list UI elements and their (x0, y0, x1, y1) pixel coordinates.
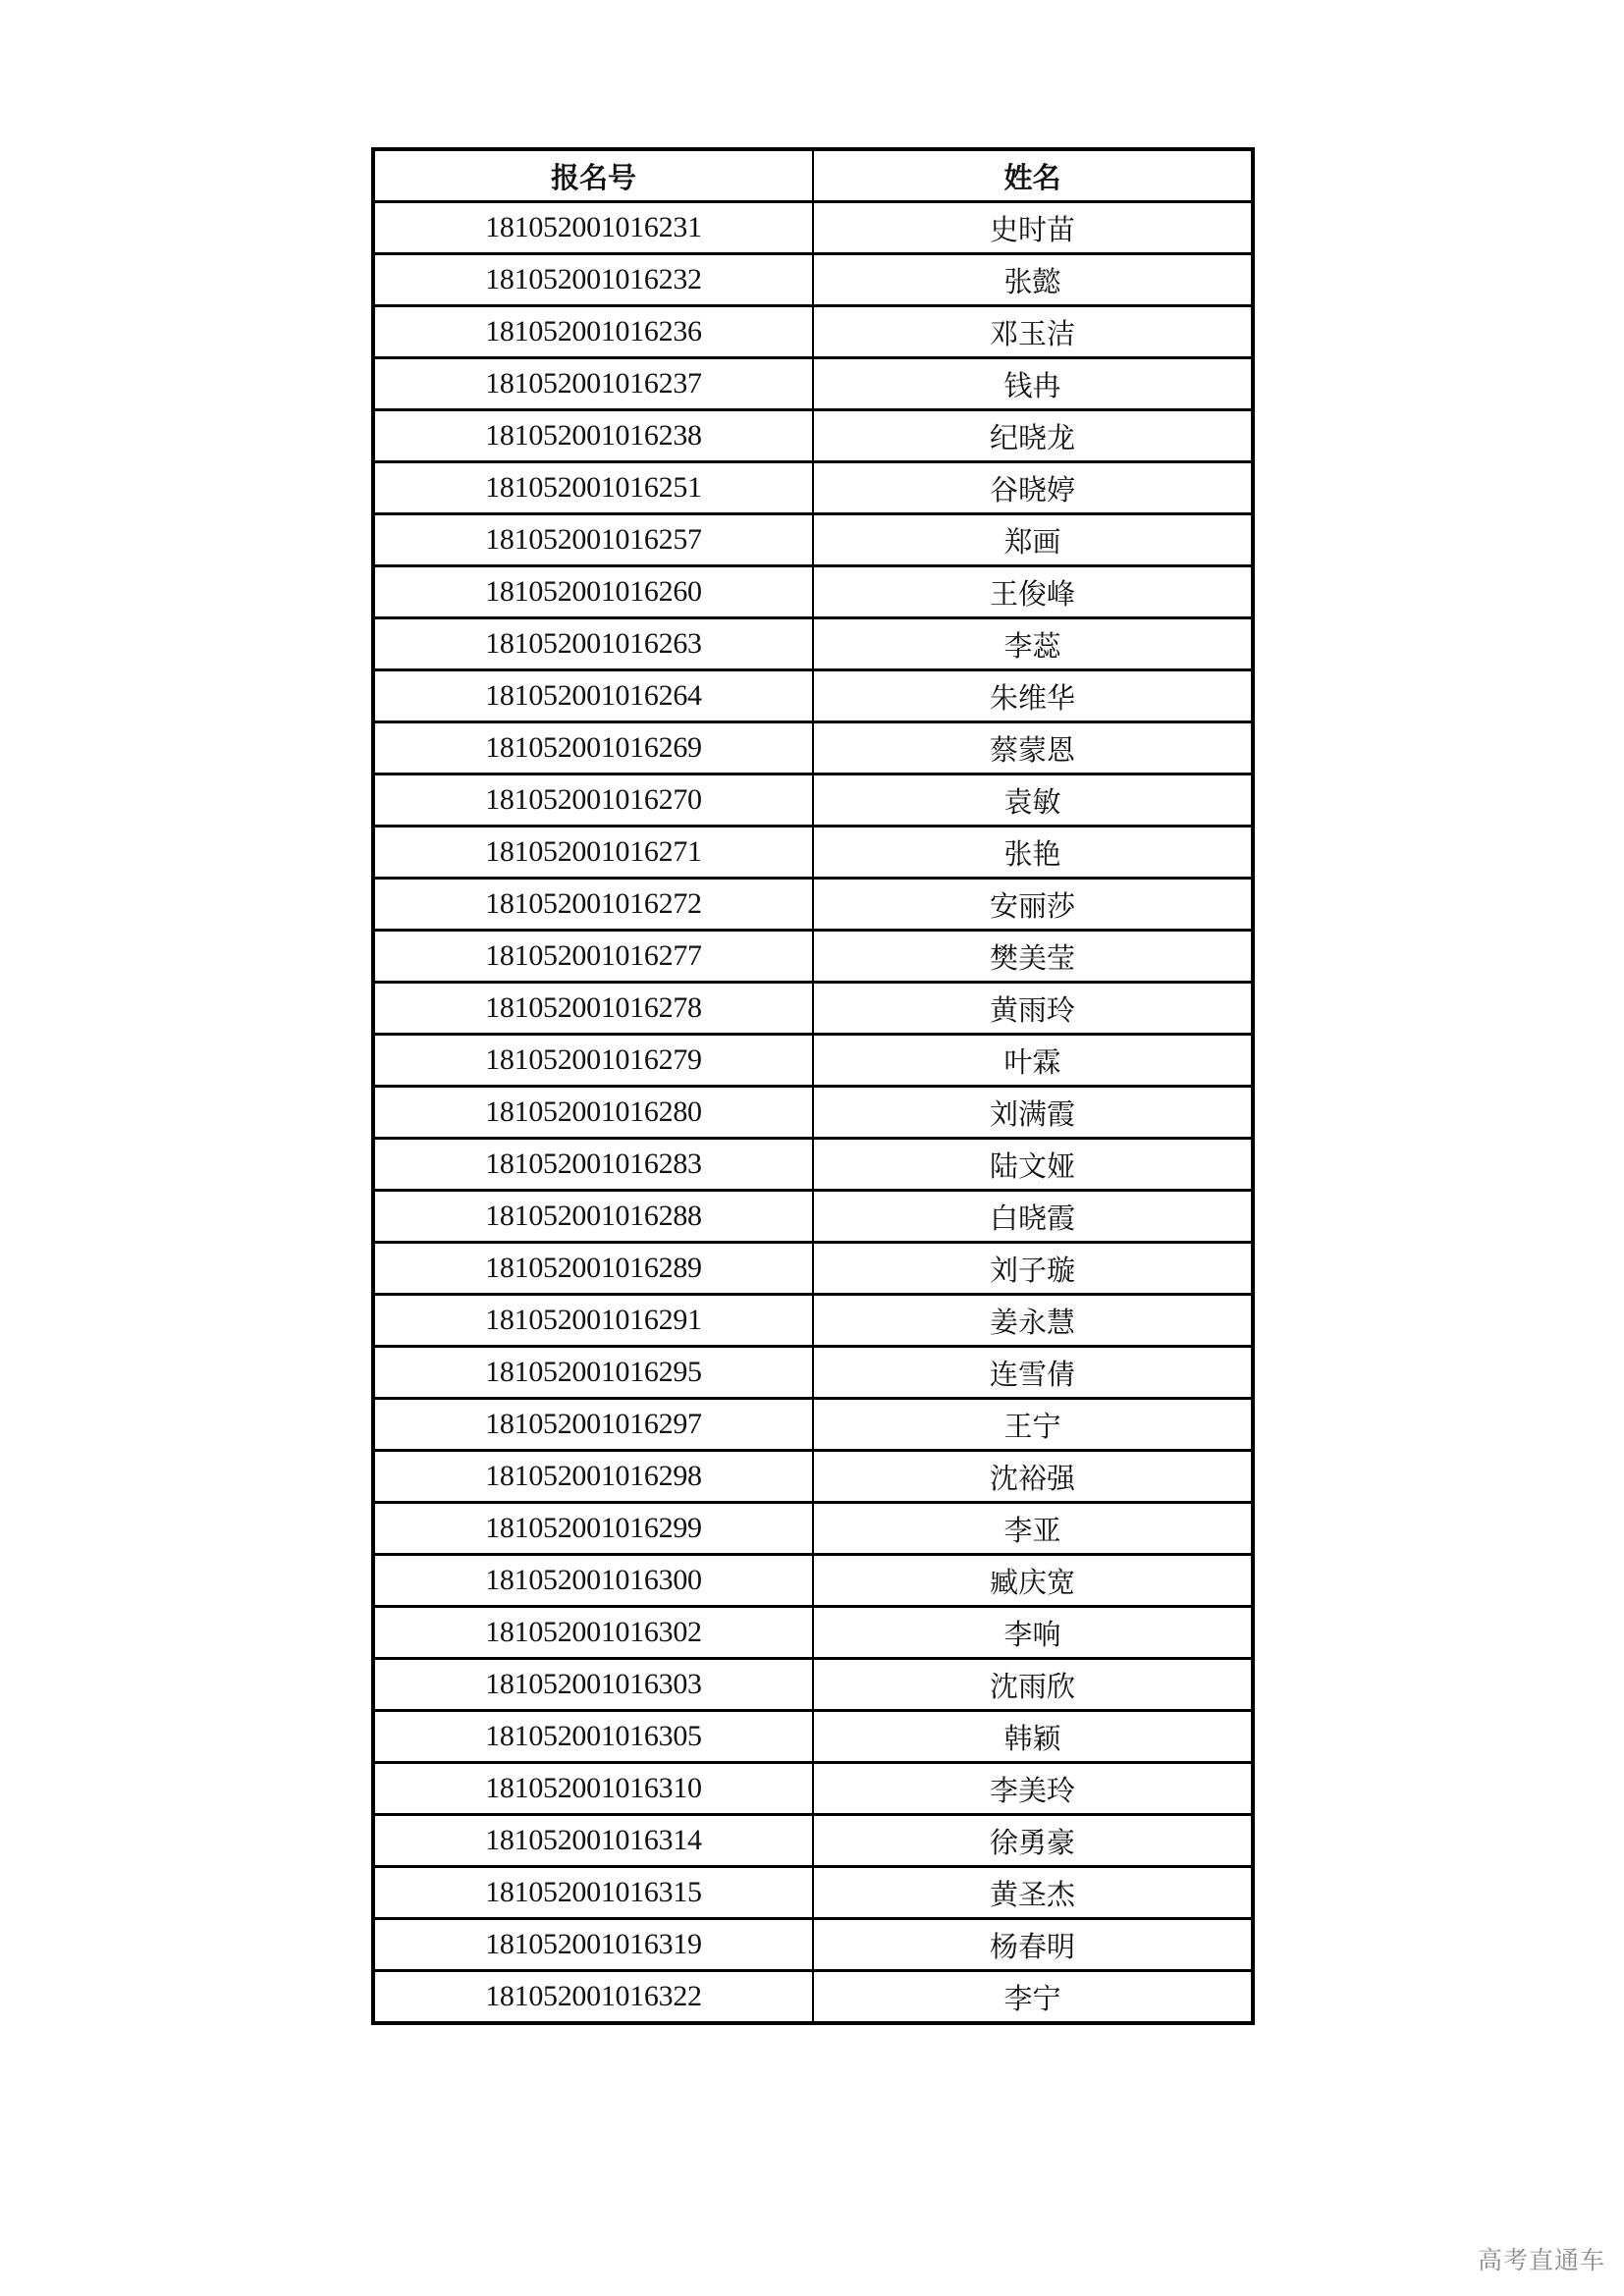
name-cell: 黄圣杰 (813, 1867, 1253, 1919)
reg-no-cell: 181052001016277 (373, 931, 813, 983)
table-row (373, 1867, 1253, 1919)
reg-no-cell: 181052001016303 (373, 1659, 813, 1711)
name-cell: 李美玲 (813, 1763, 1253, 1815)
reg-no-cell: 181052001016315 (373, 1867, 813, 1919)
table-row (373, 983, 1253, 1035)
reg-no-cell: 181052001016231 (373, 202, 813, 254)
reg-no-cell: 181052001016295 (373, 1347, 813, 1399)
table-row (373, 1451, 1253, 1503)
table-row (373, 1191, 1253, 1243)
name-cell: 邓玉洁 (813, 306, 1253, 358)
table-row (373, 1607, 1253, 1659)
watermark: 高考直通车 (1478, 2246, 1606, 2274)
table-row (373, 1659, 1253, 1711)
table-row (373, 202, 1253, 254)
name-cell: 张懿 (813, 254, 1253, 306)
name-cell: 陆文娅 (813, 1139, 1253, 1191)
name-cell: 张艳 (813, 827, 1253, 879)
table-row (373, 254, 1253, 306)
reg-no-cell: 181052001016319 (373, 1919, 813, 1971)
table-row (373, 774, 1253, 827)
reg-no-cell: 181052001016272 (373, 879, 813, 931)
name-cell: 臧庆宽 (813, 1555, 1253, 1607)
reg-no-cell: 181052001016299 (373, 1503, 813, 1555)
name-cell: 沈雨欣 (813, 1659, 1253, 1711)
table-row (373, 410, 1253, 462)
name-cell: 徐勇豪 (813, 1815, 1253, 1867)
reg-no-cell: 181052001016264 (373, 670, 813, 722)
column-header-name: 姓名 (813, 149, 1253, 202)
table-row (373, 1919, 1253, 1971)
reg-no-cell: 181052001016298 (373, 1451, 813, 1503)
name-cell: 史时苗 (813, 202, 1253, 254)
name-cell: 纪晓龙 (813, 410, 1253, 462)
reg-no-cell: 181052001016238 (373, 410, 813, 462)
table-row (373, 827, 1253, 879)
reg-no-cell: 181052001016305 (373, 1711, 813, 1763)
reg-no-cell: 181052001016279 (373, 1035, 813, 1087)
name-cell: 白晓霞 (813, 1191, 1253, 1243)
table-row (373, 1347, 1253, 1399)
table-row (373, 1243, 1253, 1295)
reg-no-cell: 181052001016314 (373, 1815, 813, 1867)
reg-no-cell: 181052001016297 (373, 1399, 813, 1451)
name-cell: 王俊峰 (813, 566, 1253, 618)
table-row (373, 306, 1253, 358)
name-cell: 朱维华 (813, 670, 1253, 722)
name-cell: 樊美莹 (813, 931, 1253, 983)
reg-no-cell: 181052001016260 (373, 566, 813, 618)
name-cell: 姜永慧 (813, 1295, 1253, 1347)
table-row (373, 1295, 1253, 1347)
table-row (373, 1555, 1253, 1607)
reg-no-cell: 181052001016263 (373, 618, 813, 670)
name-cell: 安丽莎 (813, 879, 1253, 931)
name-cell: 刘满霞 (813, 1087, 1253, 1139)
name-cell: 韩颖 (813, 1711, 1253, 1763)
reg-no-cell: 181052001016291 (373, 1295, 813, 1347)
name-cell: 王宁 (813, 1399, 1253, 1451)
name-cell: 钱冉 (813, 358, 1253, 410)
table-row (373, 514, 1253, 566)
column-header-reg-no: 报名号 (373, 149, 813, 202)
candidate-table (371, 147, 1255, 2025)
name-cell: 蔡蒙恩 (813, 722, 1253, 774)
table-row (373, 1087, 1253, 1139)
table-row (373, 879, 1253, 931)
table-row (373, 1139, 1253, 1191)
name-cell: 李响 (813, 1607, 1253, 1659)
reg-no-cell: 181052001016310 (373, 1763, 813, 1815)
name-cell: 李宁 (813, 1971, 1253, 2024)
table-row (373, 1035, 1253, 1087)
table-row (373, 1503, 1253, 1555)
name-cell: 刘子璇 (813, 1243, 1253, 1295)
reg-no-cell: 181052001016322 (373, 1971, 813, 2024)
table-row (373, 1711, 1253, 1763)
reg-no-cell: 181052001016302 (373, 1607, 813, 1659)
reg-no-cell: 181052001016280 (373, 1087, 813, 1139)
table-header-row (373, 149, 1253, 202)
table-row (373, 670, 1253, 722)
name-cell: 黄雨玲 (813, 983, 1253, 1035)
name-cell: 李亚 (813, 1503, 1253, 1555)
table-row (373, 618, 1253, 670)
table-row (373, 566, 1253, 618)
reg-no-cell: 181052001016289 (373, 1243, 813, 1295)
reg-no-cell: 181052001016300 (373, 1555, 813, 1607)
reg-no-cell: 181052001016269 (373, 722, 813, 774)
name-cell: 连雪倩 (813, 1347, 1253, 1399)
table-body (373, 202, 1253, 2024)
name-cell: 杨春明 (813, 1919, 1253, 1971)
name-cell: 沈裕强 (813, 1451, 1253, 1503)
table-row (373, 1971, 1253, 2024)
name-cell: 袁敏 (813, 774, 1253, 827)
reg-no-cell: 181052001016257 (373, 514, 813, 566)
name-cell: 郑画 (813, 514, 1253, 566)
reg-no-cell: 181052001016270 (373, 774, 813, 827)
name-cell: 叶霖 (813, 1035, 1253, 1087)
reg-no-cell: 181052001016232 (373, 254, 813, 306)
reg-no-cell: 181052001016251 (373, 462, 813, 514)
table-row (373, 462, 1253, 514)
table-row (373, 931, 1253, 983)
reg-no-cell: 181052001016278 (373, 983, 813, 1035)
table-row (373, 1399, 1253, 1451)
table-row (373, 1815, 1253, 1867)
reg-no-cell: 181052001016271 (373, 827, 813, 879)
table-row (373, 1763, 1253, 1815)
reg-no-cell: 181052001016283 (373, 1139, 813, 1191)
table-row (373, 722, 1253, 774)
reg-no-cell: 181052001016236 (373, 306, 813, 358)
name-cell: 李蕊 (813, 618, 1253, 670)
table-row (373, 358, 1253, 410)
name-cell: 谷晓婷 (813, 462, 1253, 514)
reg-no-cell: 181052001016288 (373, 1191, 813, 1243)
reg-no-cell: 181052001016237 (373, 358, 813, 410)
